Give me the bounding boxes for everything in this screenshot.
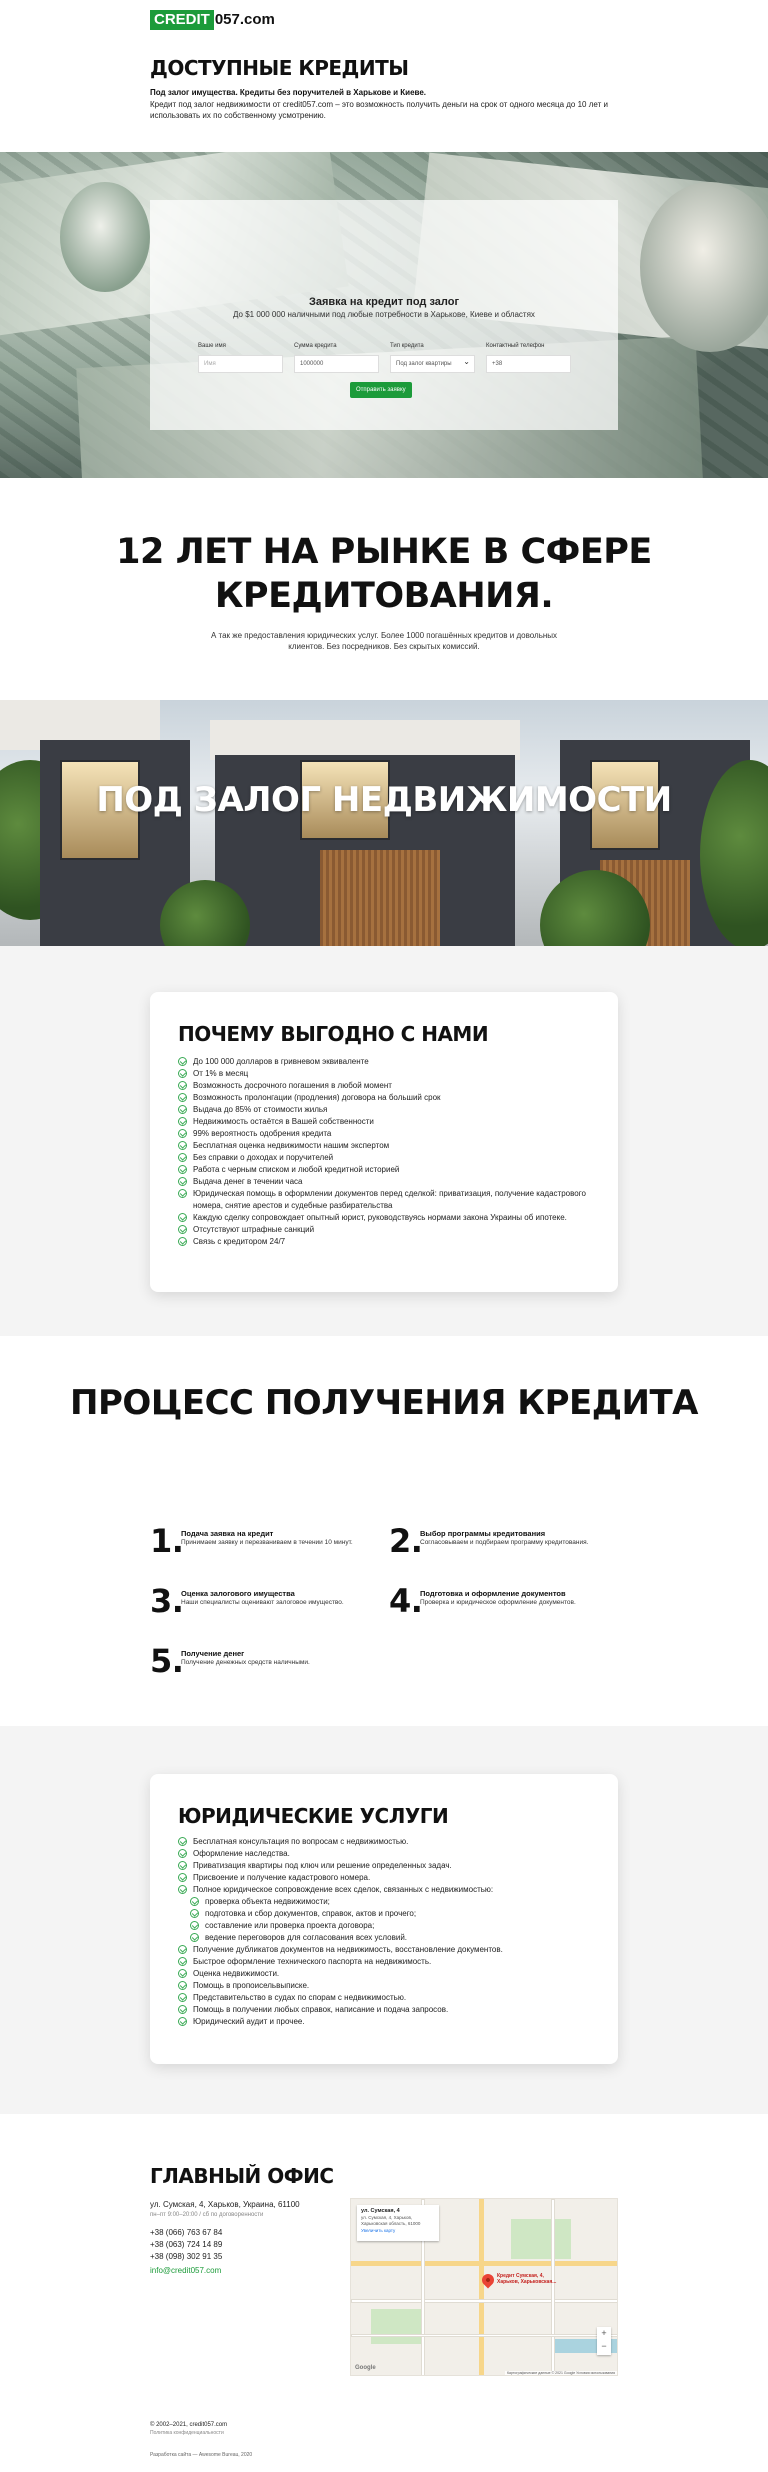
- map-card-title: ул. Сумская, 4: [361, 2208, 400, 2214]
- list-item: [178, 1080, 598, 1092]
- step-number: 4.: [389, 1582, 423, 1620]
- step-number: 1.: [150, 1522, 184, 1560]
- list-item: [178, 1056, 598, 1068]
- check-icon: [178, 2017, 187, 2026]
- list-item-text: Получение дубликатов документов на недвижимость, восстановление документов.: [193, 1945, 503, 1954]
- submit-button[interactable]: Отправить заявку: [350, 382, 412, 398]
- amount-input[interactable]: 1000000: [294, 355, 379, 373]
- list-item-text: Без справки о доходах и поручителей: [193, 1153, 334, 1162]
- office-address: ул. Сумская, 4, Харьков, Украина, 61100: [150, 2200, 300, 2209]
- list-item-text: Бесплатная консультация по вопросам с недвижимостью.: [193, 1837, 409, 1846]
- check-icon: [178, 1165, 187, 1174]
- check-icon: [178, 1885, 187, 1894]
- map-info-card: [357, 2205, 439, 2241]
- list-item-text: составление или проверка проекта договора;: [205, 1921, 375, 1930]
- map-attribution: Картографические данные © 2021 Google Условия использования: [507, 2371, 615, 2375]
- list-item: [178, 1920, 598, 1932]
- check-icon: [178, 1837, 187, 1846]
- check-icon: [178, 1153, 187, 1162]
- list-item-text: Помощь в получении любых справок, написание и подача запросов.: [193, 2005, 449, 2014]
- list-item: [178, 1068, 598, 1080]
- years-heading: 12 ЛЕТ НА РЫНКЕ В СФЕРЕ КРЕДИТОВАНИЯ.: [116, 532, 652, 616]
- list-item-text: Оценка недвижимости.: [193, 1969, 280, 1978]
- why-list: [178, 1056, 598, 1248]
- list-item: [178, 1944, 598, 1956]
- process-heading: ПРОЦЕСС ПОЛУЧЕНИЯ КРЕДИТА: [70, 1383, 698, 1423]
- check-icon: [178, 1225, 187, 1234]
- money-image: [640, 182, 768, 352]
- map-pin-label: Кредит Сумская, 4, Харьков, Харьковская...: [497, 2273, 557, 2285]
- phone-link[interactable]: +38 (063) 724 14 89: [150, 2240, 223, 2249]
- name-label: Ваше имя: [198, 343, 226, 349]
- step-description: Получение денежных средств наличными.: [181, 1659, 310, 1666]
- list-item-text: Недвижимость остаётся в Вашей собственности: [193, 1117, 374, 1126]
- list-item: [178, 1872, 598, 1884]
- email-link[interactable]: info@credit057.com: [150, 2266, 222, 2275]
- check-icon: [190, 1921, 199, 1930]
- page-title: ДОСТУПНЫЕ КРЕДИТЫ: [150, 56, 409, 80]
- list-item: [178, 1236, 598, 1248]
- process-step: [389, 1524, 609, 1564]
- list-item: [178, 2004, 598, 2016]
- map-road: [351, 2261, 618, 2266]
- list-item-text: Возможность пролонгации (продления) договора на больший срок: [193, 1093, 441, 1102]
- money-image: [60, 182, 150, 292]
- legal-card: [150, 1774, 618, 2064]
- map-card-address: ул. Сумская, 4, Харьков, Харьковская область, 61000: [361, 2215, 421, 2226]
- step-description: Проверка и юридическое оформление документов.: [420, 1599, 576, 1606]
- list-item-text: Выдача до 85% от стоимости жилья: [193, 1105, 328, 1114]
- list-item-text: От 1% в месяц: [193, 1069, 249, 1078]
- check-icon: [178, 1957, 187, 1966]
- office-title: ГЛАВНЫЙ ОФИС: [150, 2164, 334, 2188]
- check-icon: [178, 1177, 187, 1186]
- name-input[interactable]: Имя: [198, 355, 283, 373]
- process-step: [389, 1584, 609, 1624]
- legal-section: [0, 1726, 768, 2114]
- check-icon: [178, 1141, 187, 1150]
- map-road: [551, 2199, 555, 2376]
- check-icon: [178, 1849, 187, 1858]
- list-item: [178, 1092, 598, 1104]
- loan-form: [150, 200, 618, 430]
- list-item-text: Быстрое оформление технического паспорта на недвижимость.: [193, 1957, 432, 1966]
- list-item: [178, 1188, 598, 1212]
- step-description: Наши специалисты оценивают залоговое имущество.: [181, 1599, 344, 1606]
- check-icon: [178, 1861, 187, 1870]
- check-icon: [190, 1897, 199, 1906]
- logo-box: CREDIT: [150, 10, 214, 30]
- process-step: [150, 1644, 370, 1684]
- form-title: Заявка на кредит под залог: [308, 296, 460, 308]
- step-number: 2.: [389, 1522, 423, 1560]
- list-item: [178, 1896, 598, 1908]
- list-item: [178, 1860, 598, 1872]
- check-icon: [178, 1105, 187, 1114]
- amount-label: Сумма кредита: [294, 343, 337, 349]
- loan-type-select[interactable]: [390, 355, 475, 373]
- step-title: Получение денег: [181, 1649, 245, 1658]
- list-item: [178, 1968, 598, 1980]
- type-label: Тип кредита: [390, 343, 424, 349]
- check-icon: [178, 2005, 187, 2014]
- process-step: [150, 1584, 370, 1624]
- footer-developer[interactable]: Разработка сайта — Awesome Bureau, 2020: [150, 2452, 253, 2458]
- check-icon: [178, 1081, 187, 1090]
- logo-text: 057.com: [214, 11, 275, 28]
- list-item-text: До 100 000 долларов в гривневом эквиваленте: [193, 1057, 369, 1066]
- check-icon: [190, 1909, 199, 1918]
- map-enlarge-link[interactable]: Увеличить карту: [361, 2228, 396, 2233]
- map-google-logo: Google: [355, 2365, 376, 2371]
- step-number: 3.: [150, 1582, 184, 1620]
- check-icon: [178, 1237, 187, 1246]
- realty-title: ПОД ЗАЛОГ НЕДВИЖИМОСТИ: [96, 780, 672, 820]
- step-title: Подача заявка на кредит: [181, 1529, 274, 1538]
- step-title: Оценка залогового имущества: [181, 1589, 295, 1598]
- house-image: [210, 720, 520, 760]
- legal-list: [178, 1836, 598, 2028]
- legal-title: ЮРИДИЧЕСКИЕ УСЛУГИ: [178, 1804, 449, 1828]
- hero-banner: [0, 152, 768, 478]
- check-icon: [178, 1993, 187, 2002]
- list-item: [178, 1884, 598, 1896]
- list-item: [178, 1836, 598, 1848]
- list-item-text: Работа с черным списком и любой кредитной историей: [193, 1165, 400, 1174]
- list-item: [178, 1128, 598, 1140]
- list-item: [178, 1116, 598, 1128]
- footer-policy-link[interactable]: Политика конфиденциальности: [150, 2430, 224, 2436]
- office-map[interactable]: [350, 2198, 618, 2376]
- phone-link[interactable]: +38 (066) 763 67 84: [150, 2228, 223, 2237]
- list-item-text: проверка объекта недвижимости;: [205, 1897, 330, 1906]
- map-road: [351, 2334, 618, 2337]
- years-subtitle: А так же предоставления юридических услуг. Более 1000 погашённых кредитов и довольных клиентов. Без посредников. Без скрытых комиссий.: [210, 631, 558, 651]
- why-section: [0, 946, 768, 1336]
- list-item-text: Помощь в пропоисельвыписке.: [193, 1981, 310, 1990]
- footer-copyright: © 2002–2021, credit057.com: [150, 2422, 228, 2428]
- check-icon: [178, 1969, 187, 1978]
- check-icon: [178, 1189, 187, 1198]
- loan-type-value: Под залог квартиры: [396, 361, 452, 367]
- list-item-text: Полное юридическое сопровождение всех сделок, связанных с недвижимостью:: [193, 1885, 494, 1894]
- map-park: [371, 2309, 421, 2344]
- why-title: ПОЧЕМУ ВЫГОДНО С НАМИ: [178, 1022, 489, 1046]
- step-description: Принимаем заявку и перезваниваем в течении 10 минут.: [181, 1539, 353, 1546]
- list-item: [178, 1224, 598, 1236]
- list-item-text: Приватизация квартиры под ключ или решение определенных задач.: [193, 1861, 452, 1870]
- step-description: Согласовываем и подбираем программу кредитования.: [420, 1539, 589, 1546]
- list-item-text: Присвоение и получение кадастрового номера.: [193, 1873, 371, 1882]
- list-item: [178, 1932, 598, 1944]
- check-icon: [178, 1213, 187, 1222]
- zoom-out-icon[interactable]: −: [601, 2341, 607, 2351]
- list-item: [178, 1848, 598, 1860]
- why-card: [150, 992, 618, 1292]
- list-item: [178, 1212, 598, 1224]
- list-item-text: Выдача денег в течении часа: [193, 1177, 303, 1186]
- site-logo[interactable]: [150, 10, 275, 30]
- phone-label: Контактный телефон: [486, 343, 545, 349]
- list-item-text: подготовка и сбор документов, справок, актов и прочего;: [205, 1909, 417, 1918]
- list-item: [178, 1992, 598, 2004]
- list-item-text: Каждую сделку сопровождает опытный юрист, руководствуясь нормами закона Украины об ипотеке.: [193, 1213, 567, 1222]
- map-zoom-control[interactable]: [597, 2327, 611, 2355]
- list-item: [178, 1104, 598, 1116]
- list-item-text: Оформление наследства.: [193, 1849, 290, 1858]
- list-item-text: ведение переговоров для согласования всех условий.: [205, 1933, 408, 1942]
- zoom-in-icon[interactable]: +: [601, 2328, 607, 2338]
- intro-text: Кредит под залог недвижимости от credit057.com – это возможность получить деньги на срок от одного месяца до 10 лет и использовать их по собственному усмотрению.: [150, 100, 608, 120]
- process-step: [150, 1524, 370, 1564]
- list-item-text: Юридический аудит и прочее.: [193, 2017, 305, 2026]
- step-number: 5.: [150, 1642, 184, 1680]
- map-road: [351, 2299, 618, 2303]
- phone-link[interactable]: +38 (098) 302 91 35: [150, 2252, 223, 2261]
- list-item-text: 99% вероятность одобрения кредита: [193, 1129, 332, 1138]
- list-item-text: Отсутствуют штрафные санкций: [193, 1225, 315, 1234]
- check-icon: [190, 1933, 199, 1942]
- house-wood: [320, 850, 440, 946]
- check-icon: [178, 1873, 187, 1882]
- check-icon: [178, 1069, 187, 1078]
- check-icon: [178, 1057, 187, 1066]
- list-item-text: Связь с кредитором 24/7: [193, 1237, 286, 1246]
- intro-bold: Под залог имущества. Кредиты без поручителей в Харькове и Киеве.: [150, 88, 427, 97]
- form-subtitle: До $1 000 000 наличными под любые потребности в Харькове, Киеве и областях: [233, 310, 535, 319]
- list-item: [178, 1980, 598, 1992]
- list-item-text: Представительство в судах по спорам с недвижимостью.: [193, 1993, 407, 2002]
- list-item: [178, 1164, 598, 1176]
- check-icon: [178, 1129, 187, 1138]
- office-hours: пн–пт 9:00–20:00 / сб по договоренности: [150, 2212, 264, 2218]
- realty-banner: [0, 700, 768, 946]
- step-title: Выбор программы кредитования: [420, 1529, 546, 1538]
- list-item: [178, 1152, 598, 1164]
- list-item-text: Возможность досрочного погашения в любой момент: [193, 1081, 392, 1090]
- list-item: [178, 1908, 598, 1920]
- map-road: [479, 2199, 484, 2376]
- check-icon: [178, 1093, 187, 1102]
- map-park: [511, 2219, 571, 2259]
- check-icon: [178, 1117, 187, 1126]
- list-item-text: Юридическая помощь в оформлении документов перед сделкой: приватизация, получение кадастрового номера, снятие арестов и судебные разбирательства: [193, 1189, 586, 1210]
- check-icon: [178, 1981, 187, 1990]
- check-icon: [178, 1945, 187, 1954]
- list-item: [178, 1140, 598, 1152]
- list-item: [178, 1956, 598, 1968]
- list-item: [178, 1176, 598, 1188]
- phone-input[interactable]: +38: [486, 355, 571, 373]
- list-item-text: Бесплатная оценка недвижимости нашим экспертом: [193, 1141, 390, 1150]
- step-title: Подготовка и оформление документов: [420, 1589, 566, 1598]
- list-item: [178, 2016, 598, 2028]
